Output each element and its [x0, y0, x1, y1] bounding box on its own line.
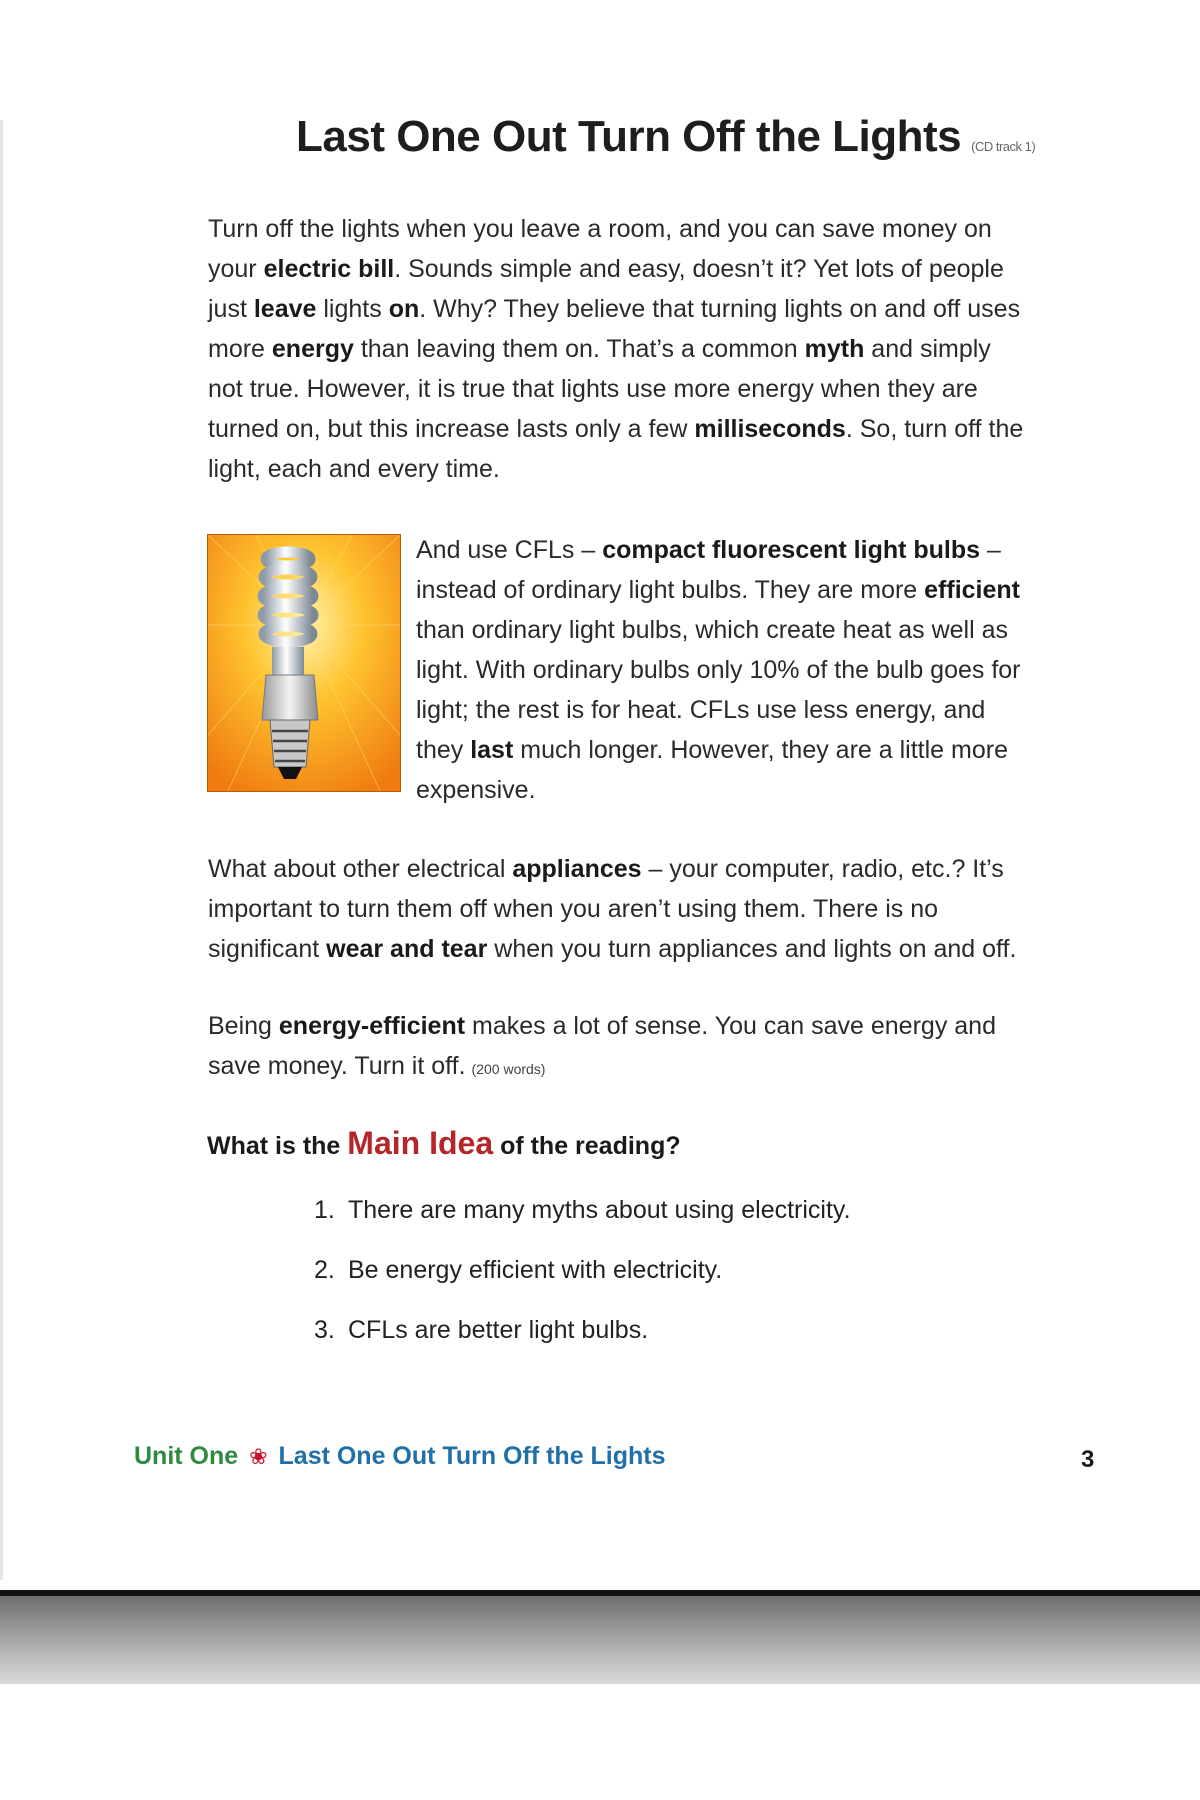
term-appliances: appliances [512, 855, 642, 883]
main-idea-highlight: Main Idea [347, 1125, 494, 1161]
footer-chapter: Last One Out Turn Off the Lights [278, 1442, 666, 1470]
flower-icon: ❀ [249, 1444, 268, 1469]
running-footer [134, 1442, 666, 1471]
term-efficient: efficient [924, 576, 1021, 604]
paragraph-2: And use CFLs – compact fluorescent light bulbs – instead of ordinary light bulbs. They are more efficient than ordinary light bulbs, which create heat as well as light. With ordinary bulbs only 10% of the bulb goes for light; the rest is for heat. CFLs use less energy, and they last much longer. However, they are a little more expensive. [416, 536, 1021, 804]
word-count: (200 words) [471, 1061, 546, 1077]
cfl-bulb-illustration [207, 534, 401, 792]
paragraph-4: Being energy-efficient makes a lot of sense. You can save energy and save money. Turn it off. (200 words) [208, 1012, 996, 1080]
main-idea-question: What is the Main Idea of the reading? [207, 1125, 681, 1161]
cfl-bulb-icon [208, 535, 400, 791]
answer-options [314, 1194, 851, 1374]
term-cfl: compact fluorescent light bulbs [602, 536, 981, 564]
paragraph-3: What about other electrical appliances – your computer, radio, etc.? It’s important to turn them off when you aren’t using them. There is no significant wear and tear when you turn appliances and lights on and off. [208, 855, 1017, 963]
answer-option[interactable]: 1. There are many myths about using electricity. [314, 1196, 851, 1224]
term-energy: energy [271, 335, 354, 363]
answer-option[interactable]: 3. CFLs are better light bulbs. [314, 1316, 649, 1344]
term-on: on [388, 295, 420, 323]
term-wear-and-tear: wear and tear [326, 935, 488, 963]
answer-option[interactable]: 2. Be energy efficient with electricity. [314, 1256, 723, 1284]
title-text: Last One Out Turn Off the Lights [296, 112, 962, 161]
page-edge [0, 120, 3, 1580]
term-milliseconds: milliseconds [694, 415, 846, 443]
footer-unit: Unit One [134, 1442, 239, 1470]
page-number: 3 [1081, 1446, 1095, 1473]
term-electric-bill: electric bill [263, 255, 395, 283]
term-myth: myth [804, 335, 865, 363]
term-last: last [470, 736, 514, 764]
scanner-shadow [0, 1596, 1200, 1684]
term-energy-efficient: energy-efficient [278, 1012, 466, 1040]
cd-track-note: (CD track 1) [971, 139, 1036, 154]
term-leave: leave [253, 295, 317, 323]
paragraph-1: Turn off the lights when you leave a room, and you can save money on your electric bill. Sounds simple and easy, doesn’t it? Yet lots of people just leave lights on. Why? They believe that turning lights on and off uses more energy than leaving them on. That’s a common myth and simply not true. However, it is true that lights use more energy when they are turned on, but this increase lasts only a few milliseconds. So, turn off the light, each and every time. [208, 215, 1024, 483]
page-title [296, 112, 1035, 162]
